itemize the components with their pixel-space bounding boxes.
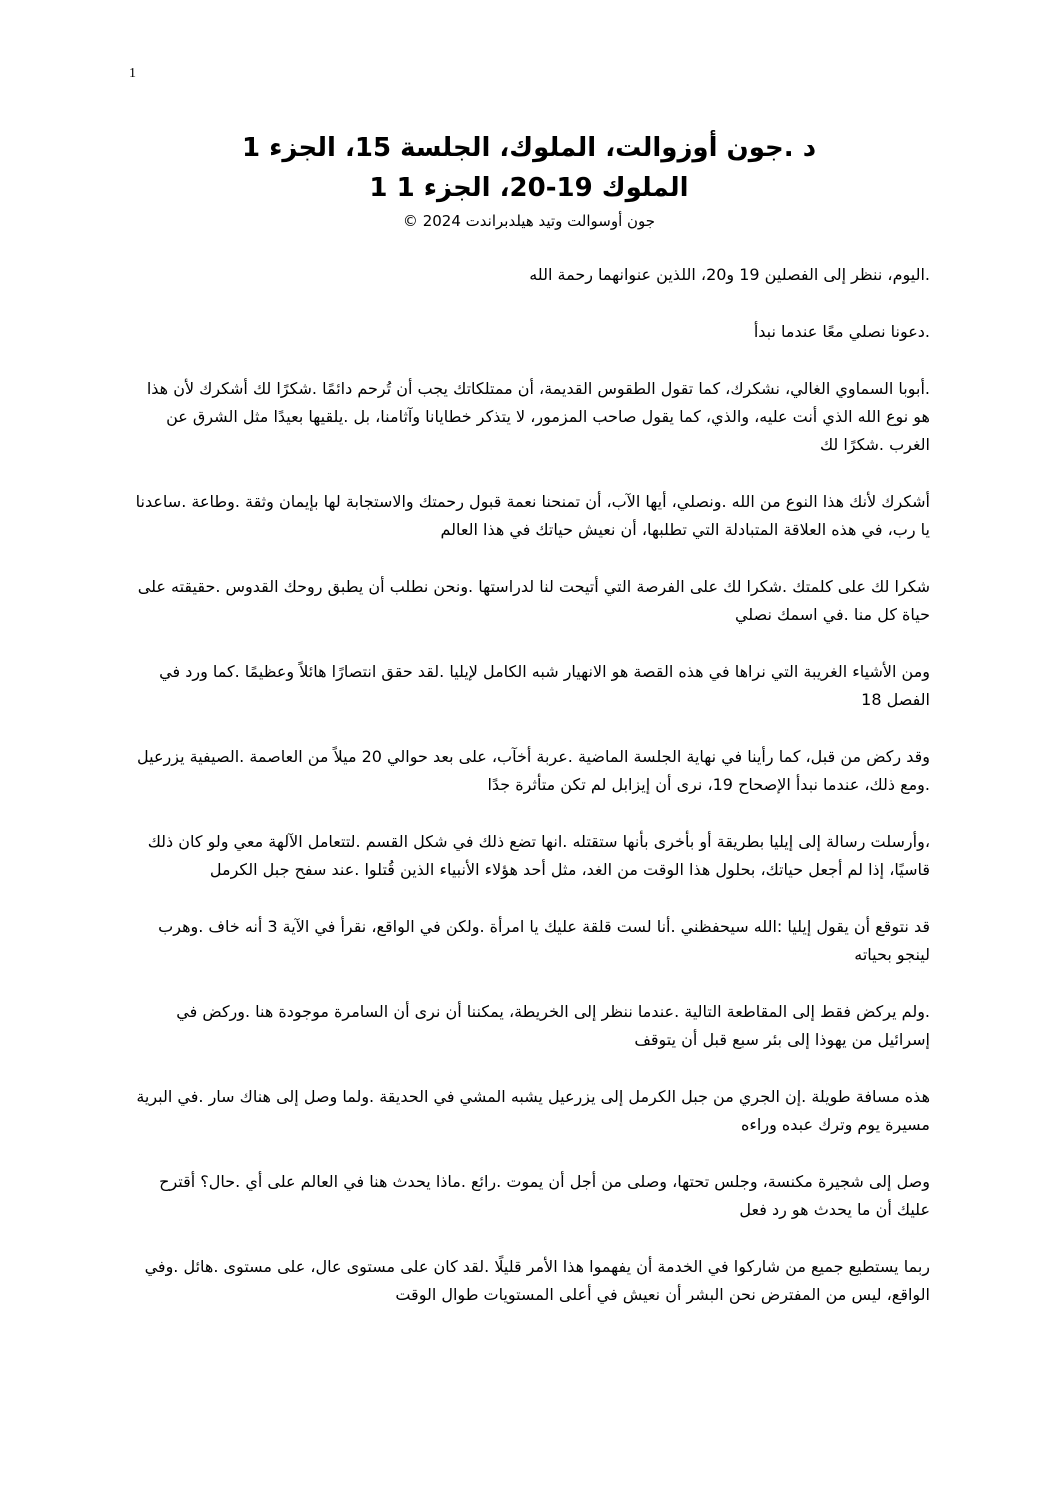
paragraph: هذه مسافة طويلة .إن الجري من جبل الكرمل إلى يزرعيل يشبه المشي في الحديقة .ولما وصل إلى هناك سار .في البرية مسيرة يوم وترك عبده وراءه — [136, 1087, 930, 1134]
paragraph: ،وأرسلت رسالة إلى إيليا بطريقة أو بأخرى بأنها ستقتله .انها تضع ذلك في شكل القسم .لتتعامل الآلهة معي ولو كان ذلك قاسيًا، إذا لم أجعل حياتك، بحلول هذا الوقت من الغد، مثل أحد هؤلاء الأنبياء الذين قُتلوا .عند سفح جبل الكرمل — [147, 832, 930, 879]
paragraph: شكرا لك على كلمتك .شكرا لك على الفرصة التي أتيحت لنا لدراستها .ونحن نطلب أن يطبق روحك القدوس .حقيقته على حياة كل منا .في اسمك نصلي — [137, 577, 930, 624]
paragraph: ومن الأشياء الغريبة التي نراها في هذه القصة هو الانهيار شبه الكامل لإيليا .لقد حقق انتصارًا هائلاً وعظيمًا .كما ورد في الفصل 18 — [159, 662, 930, 709]
document-header — [130, 128, 928, 234]
paragraph: .اليوم، ننظر إلى الفصلين 19 و20، اللذين عنوانهما رحمة الله — [529, 265, 930, 284]
paragraph: .أبوبا السماوي الغالي، نشكرك، كما تقول الطقوس القديمة، أن ممتلكاتك يجب أن تُرحم دائمًا .شكرًا لك أشكرك لأن هذا هو نوع الله الذي أنت عليه، والذي، كما يقول صاحب المزمور، لا يتذكر خطايانا وآثامنا، بل .يلقيها بعيدًا مثل الشرق عن الغرب .شكرًا لك — [146, 379, 930, 454]
document-body — [130, 261, 930, 1338]
paragraph: ربما يستطيع جميع من شاركوا في الخدمة أن يفهموا هذا الأمر قليلًا .لقد كان على مستوى عال، على مستوى .هائل .وفي الواقع، ليس من المفترض نحن البشر أن نعيش في أعلى المستويات طوال الوقت — [144, 1257, 930, 1304]
paragraph: قد نتوقع أن يقول إيليا :الله سيحفظني .أنا لست قلقة عليك يا امرأة .ولكن في الواقع، نقرأ في الآية 3 أنه خاف .وهرب لينجو بحياته — [158, 917, 930, 964]
title-line-1: د .جون أوزوالت، الملوك، الجلسة 15، الجزء 1 — [241, 133, 817, 163]
paragraph: وقد ركض من قبل، كما رأينا في نهاية الجلسة الماضية .عربة أخآب، على بعد حوالي 20 ميلاً من العاصمة .الصيفية يزرعيل .ومع ذلك، عندما نبدأ الإصحاح 19، نرى أن إيزابل لم تكن متأثرة جدًا — [137, 747, 930, 794]
copyright-notice: جون أوسوالت وتيد هيلدبراندت 2024 © — [402, 212, 656, 230]
page-number: 1 — [129, 66, 136, 81]
paragraph: وصل إلى شجيرة مكنسة، وجلس تحتها، وصلى من أجل أن يموت .رائع .ماذا يحدث هنا في العالم على أي .حال؟ أقترح عليك أن ما يحدث هو رد فعل — [159, 1172, 930, 1219]
paragraph: .دعونا نصلي معًا عندما نبدأ — [753, 322, 930, 341]
paragraph: أشكرك لأنك هذا النوع من الله .ونصلي، أيها الآب، أن تمنحنا نعمة قبول رحمتك والاستجابة لها بإيمان وثقة .وطاعة .ساعدنا يا رب، في هذه العلاقة المتبادلة التي تطلبها، أن نعيش حياتك في هذا العالم — [135, 492, 930, 539]
title-line-2: الملوك 19-20، الجزء 1 1 — [369, 173, 689, 203]
paragraph: .ولم يركض فقط إلى المقاطعة التالية .عندما ننظر إلى الخريطة، يمكننا أن نرى أن السامرة موجودة هنا .وركض في إسرائيل من يهوذا إلى بئر سبع قبل أن يتوقف — [176, 1002, 930, 1049]
